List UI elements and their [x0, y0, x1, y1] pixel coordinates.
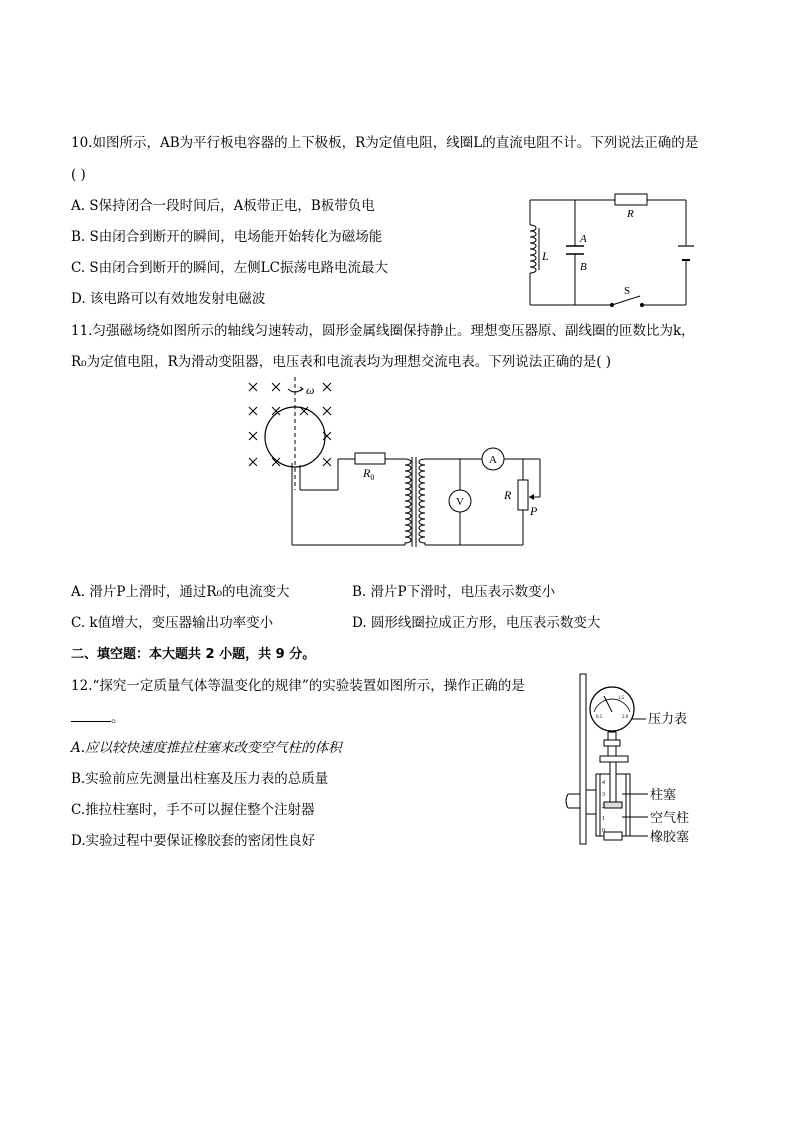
q10-stem: 10.如图所示，AB为平行板电容器的上下极板，R为定值电阻，线圈L的直流电阻不计。下列说法正确的是 [71, 135, 699, 151]
scale-1: 1 [602, 816, 605, 822]
label-P: P [530, 504, 538, 518]
label-R: R [504, 488, 512, 502]
q11-option-b: B. 滑片P下滑时，电压表示数变小 [352, 584, 556, 600]
resistor-r0 [355, 453, 385, 464]
rheostat-r [518, 480, 528, 510]
q12-syringe-apparatus-diagram [560, 672, 710, 847]
q10-answer-paren: ( ) [71, 167, 86, 183]
label-A: A [580, 233, 587, 245]
label-B: B [580, 261, 587, 273]
q12-option-d: D.实验过程中要保证橡胶套的密闭性良好 [71, 833, 316, 849]
ammeter-label: A [489, 454, 497, 466]
label-plunger: 柱塞 [650, 787, 677, 802]
q12-option-b: B.实验前应先测量出柱塞及压力表的总质量 [71, 771, 329, 787]
scale-3: 3 [602, 792, 605, 798]
q10-option-c: C. S由闭合到断开的瞬间，左侧LC振荡电路电流最大 [71, 260, 388, 276]
label-pressure-gauge: 压力表 [648, 711, 688, 726]
slider-arrow-icon [529, 494, 534, 500]
gauge-scale-mid: 1.5 [618, 696, 625, 701]
scale-4: 4 [602, 780, 605, 786]
section-title: 二、填空题：本大题共 2 小题，共 9 分。 [71, 647, 316, 662]
q11-option-a: A. 滑片P上滑时，通过R₀的电流变大 [71, 584, 290, 600]
q10-option-b: B. S由闭合到断开的瞬间，电场能开始转化为磁场能 [71, 229, 383, 245]
scale-0: 0 [602, 828, 605, 834]
voltmeter-label: V [456, 496, 464, 508]
label-air-column: 空气柱 [650, 810, 690, 825]
q12-option-a: A.应以较快速度推拉柱塞来改变空气柱的体积 [71, 740, 342, 756]
q11-option-c: C. k值增大，变压器输出功率变小 [71, 615, 274, 631]
q12-answer-line: 。 [71, 709, 125, 727]
gauge-scale-right: 2.0 [622, 715, 629, 720]
scale-2: 2 [602, 804, 605, 810]
pressure-gauge [590, 687, 634, 731]
label-omega: ω [306, 383, 315, 397]
gauge-scale-left: 0.5 [596, 715, 603, 720]
q12-option-c: C.推拉柱塞时，手不可以握住整个注射器 [71, 802, 315, 818]
label-L: L [542, 249, 549, 263]
q11-stem-line2: R₀为定值电阻，R为滑动变阻器，电压表和电流表均为理想交流电表。下列说法正确的是( ) [71, 354, 612, 370]
label-S: S [624, 285, 631, 297]
q11-transformer-circuit-diagram [240, 375, 560, 555]
label-rubber-stopper: 橡胶塞 [650, 829, 690, 844]
q10-option-d: D. 该电路可以有效地发射电磁波 [71, 291, 266, 307]
q10-lc-circuit-diagram [520, 190, 700, 315]
magnetic-field-crosses [249, 383, 331, 466]
label-R: R [627, 208, 634, 220]
q12-answer-blank[interactable] [71, 709, 111, 722]
label-R0: $R_0$ [363, 466, 375, 482]
q11-option-d: D. 圆形线圈拉成正方形，电压表示数变大 [352, 615, 601, 631]
q11-stem-line1: 11.匀强磁场绕如图所示的轴线匀速转动，圆形金属线圈保持静止。理想变压器原、副线圈的匝数比为k， [71, 323, 695, 339]
q12-stem: 12.“探究一定质量气体等温变化的规律”的实验装置如图所示，操作正确的是 [71, 678, 525, 694]
q10-option-a: A. S保持闭合一段时间后，A板带正电，B板带负电 [71, 198, 375, 214]
